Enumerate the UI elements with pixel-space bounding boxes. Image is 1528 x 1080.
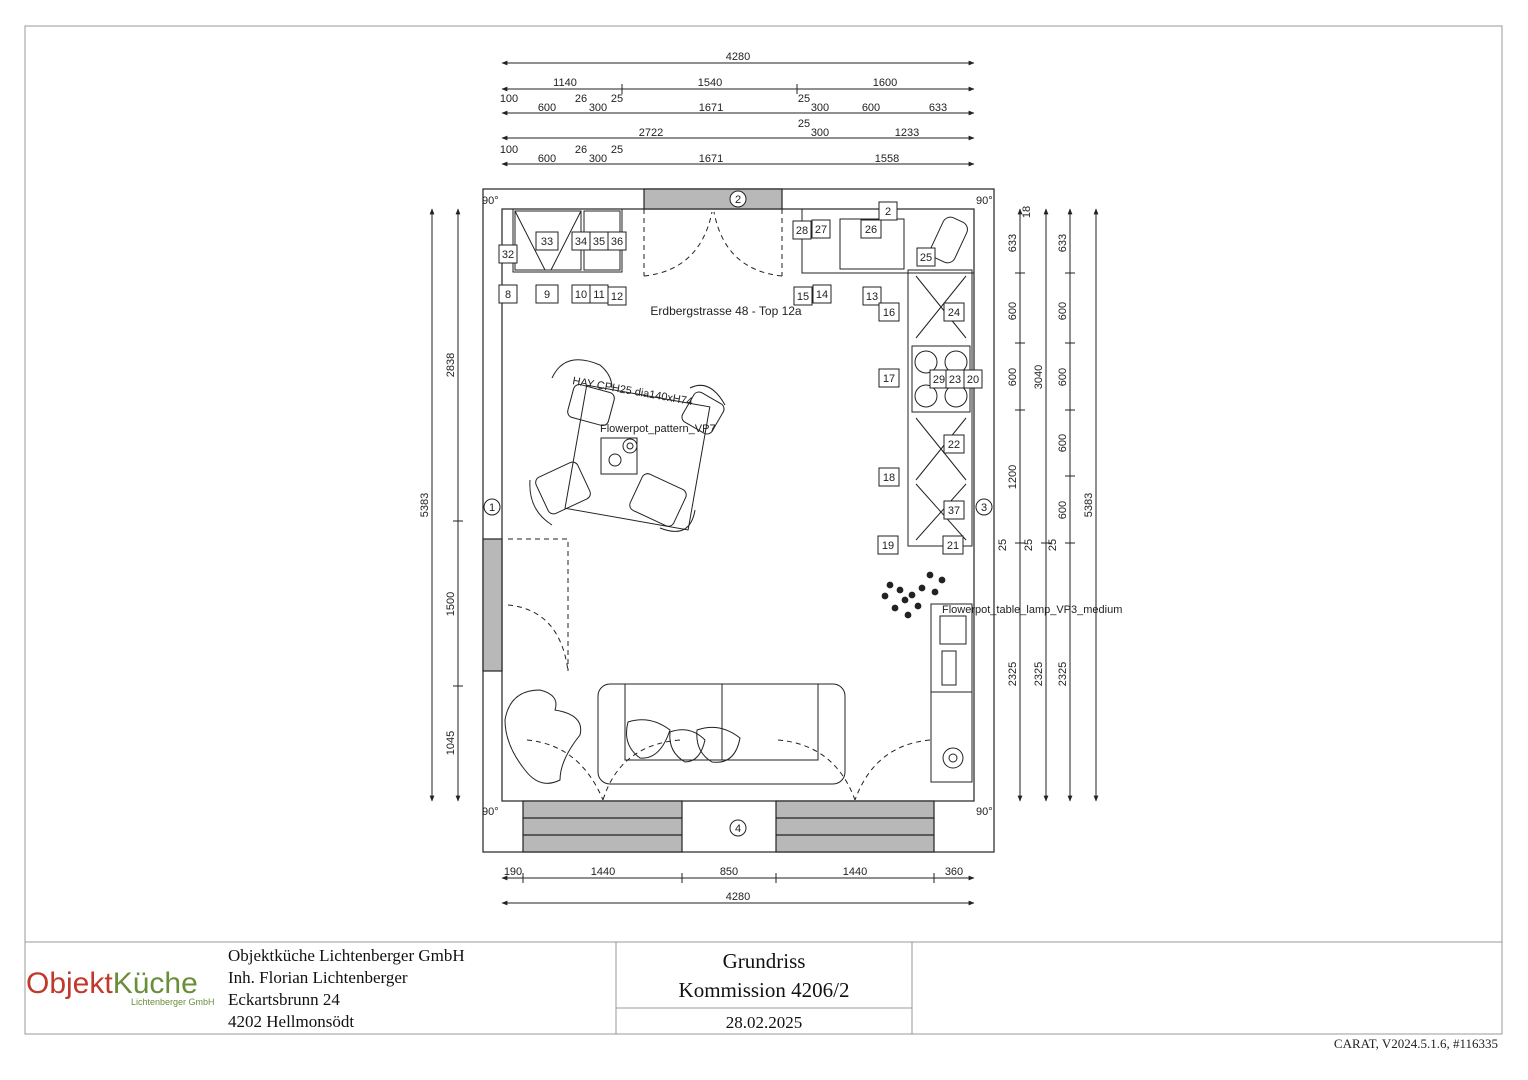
svg-text:15: 15 (796, 291, 810, 303)
svg-text:850: 850 (719, 866, 739, 878)
sofa (598, 684, 845, 784)
item-box (794, 287, 812, 305)
angle-labels (482, 195, 993, 818)
svg-text:13: 13 (865, 291, 879, 303)
svg-text:90°: 90° (482, 195, 499, 207)
svg-text:19: 19 (881, 540, 895, 552)
svg-text:3: 3 (980, 502, 988, 514)
dim-top2-100: 100 (499, 93, 519, 105)
item-box (590, 232, 608, 250)
svg-text:1: 1 (488, 502, 496, 514)
item-box (861, 220, 881, 238)
item-box (879, 303, 899, 321)
plant-right (882, 572, 945, 618)
svg-text:Objektküche Lichtenberger GmbH: Objektküche Lichtenberger GmbH (228, 946, 465, 965)
item-box (944, 435, 964, 453)
dim-top4-1558: 1558 (874, 153, 900, 165)
company-logo (26, 967, 215, 1007)
title-block (25, 942, 1502, 1034)
item-box (964, 370, 982, 388)
item-box (499, 245, 517, 263)
dim-top2-633: 633 (928, 102, 948, 114)
svg-text:25: 25 (919, 252, 933, 264)
svg-text:18: 18 (882, 472, 896, 484)
svg-text:190: 190 (503, 866, 523, 878)
svg-text:633: 633 (1007, 233, 1019, 253)
dim-top2-26: 26 (574, 93, 588, 105)
dim-top2-600: 600 (537, 102, 557, 114)
item-box (499, 285, 517, 303)
dim-top4-1671: 1671 (698, 153, 724, 165)
company-address (228, 946, 465, 1031)
dim-top3-300: 300 (810, 127, 830, 139)
svg-text:18: 18 (1021, 205, 1033, 219)
item-box (879, 468, 899, 486)
dim-top3-25: 25 (797, 118, 811, 130)
item-box (536, 232, 558, 250)
item-box (879, 202, 897, 220)
window-bottom-left (523, 801, 682, 852)
item-box (590, 285, 608, 303)
svg-text:ObjektKüche: ObjektKüche (26, 967, 198, 1000)
dim-top2-600b: 600 (861, 102, 881, 114)
svg-text:4280: 4280 (725, 891, 751, 903)
svg-text:3040: 3040 (1033, 364, 1045, 390)
wall-markers (484, 191, 992, 836)
svg-text:1440: 1440 (590, 866, 616, 878)
svg-text:32: 32 (501, 249, 515, 261)
dim-top2-300: 300 (588, 102, 608, 114)
item-box (879, 369, 899, 387)
dim-top-total: 4280 (725, 51, 751, 63)
item-box (608, 232, 626, 250)
item-box (812, 220, 830, 238)
sheet-border (25, 26, 1502, 1034)
svg-text:4202 Hellmonsödt: 4202 Hellmonsödt (228, 1012, 355, 1031)
dim-top3-2722: 2722 (638, 127, 664, 139)
cushion-icon (627, 720, 671, 758)
svg-text:1500: 1500 (445, 591, 457, 617)
svg-text:Inh. Florian Lichtenberger: Inh. Florian Lichtenberger (228, 968, 408, 987)
item-box (536, 285, 558, 303)
svg-text:1200: 1200 (1007, 464, 1019, 490)
dim-top2-1671: 1671 (698, 102, 724, 114)
top-dimensions (500, 51, 974, 165)
svg-text:2325: 2325 (1007, 661, 1019, 687)
item-box (813, 285, 831, 303)
item-box (608, 287, 626, 305)
svg-text:25: 25 (997, 538, 1009, 552)
svg-text:2325: 2325 (1057, 661, 1069, 687)
item-box (917, 248, 935, 266)
svg-text:2: 2 (884, 206, 892, 218)
svg-text:2838: 2838 (445, 352, 457, 378)
svg-text:25: 25 (1023, 538, 1035, 552)
svg-text:Lichtenberger GmbH: Lichtenberger GmbH (131, 997, 215, 1007)
item-box (572, 285, 590, 303)
svg-text:600: 600 (1057, 500, 1069, 520)
window-top (644, 189, 782, 209)
dim-top2-300b: 300 (810, 102, 830, 114)
item-box (863, 287, 881, 305)
drawing-title: Grundriss (722, 949, 806, 973)
item-box (946, 370, 964, 388)
plant-left (505, 690, 581, 783)
window-bottom-right (776, 801, 934, 852)
dim-top4-100: 100 (499, 144, 519, 156)
drawing-subtitle: Kommission 4206/2 (678, 978, 850, 1002)
drawing-date: 28.02.2025 (725, 1013, 803, 1032)
svg-text:16: 16 (882, 307, 896, 319)
svg-text:360: 360 (944, 866, 964, 878)
item-box (943, 536, 963, 554)
svg-text:90°: 90° (482, 806, 499, 818)
svg-text:28: 28 (795, 225, 809, 237)
lamp-label: Flowerpot_table_lamp_VP3_medium (942, 604, 1123, 616)
svg-text:1045: 1045 (445, 730, 457, 756)
room-walls (483, 189, 994, 852)
svg-text:90°: 90° (976, 195, 993, 207)
door-left-frame (483, 539, 502, 671)
svg-text:34: 34 (574, 236, 588, 248)
dim-top4-25: 25 (610, 144, 624, 156)
svg-text:9: 9 (543, 289, 551, 301)
svg-text:633: 633 (1057, 233, 1069, 253)
svg-text:37: 37 (947, 505, 961, 517)
svg-text:8: 8 (504, 289, 512, 301)
svg-text:22: 22 (947, 439, 961, 451)
svg-text:17: 17 (882, 373, 896, 385)
svg-text:1440: 1440 (842, 866, 868, 878)
dim-top4-600: 600 (537, 153, 557, 165)
svg-text:21: 21 (946, 540, 960, 552)
item-box (944, 303, 964, 321)
svg-text:5383: 5383 (419, 492, 431, 518)
item-labels (499, 202, 982, 554)
svg-text:14: 14 (815, 289, 829, 301)
svg-text:33: 33 (540, 236, 554, 248)
svg-text:2325: 2325 (1033, 661, 1045, 687)
dim-top-1540: 1540 (697, 77, 723, 89)
item-box (944, 501, 964, 519)
svg-text:600: 600 (1057, 367, 1069, 387)
dim-top-1140: 1140 (553, 77, 577, 89)
svg-text:20: 20 (966, 374, 980, 386)
svg-text:12: 12 (610, 291, 624, 303)
svg-text:10: 10 (574, 289, 588, 301)
svg-text:29: 29 (932, 374, 946, 386)
svg-text:35: 35 (592, 236, 606, 248)
svg-text:23: 23 (948, 374, 962, 386)
flowerpot-label: Flowerpot_pattern_VP7 (600, 423, 716, 435)
software-footer: CARAT, V2024.5.1.6, #116335 (1333, 1036, 1498, 1051)
svg-text:25: 25 (1047, 538, 1059, 552)
svg-text:24: 24 (947, 307, 961, 319)
dim-top2-25b: 25 (797, 93, 811, 105)
svg-text:36: 36 (610, 236, 624, 248)
item-box (793, 221, 811, 239)
table-label: HAY CPH25 dia140xH74 (571, 375, 694, 409)
dim-top4-300: 300 (588, 153, 608, 165)
dim-top2-25: 25 (610, 93, 624, 105)
item-box (572, 232, 590, 250)
svg-text:26: 26 (864, 224, 878, 236)
cushion-icon (670, 730, 705, 762)
svg-text:90°: 90° (976, 806, 993, 818)
dim-top-1600: 1600 (872, 77, 898, 89)
svg-text:600: 600 (1057, 301, 1069, 321)
dim-top3-1233: 1233 (894, 127, 920, 139)
svg-text:11: 11 (593, 289, 605, 301)
svg-text:600: 600 (1057, 433, 1069, 453)
svg-text:Eckartsbrunn 24: Eckartsbrunn 24 (228, 990, 340, 1009)
bottom-dimensions (502, 866, 974, 903)
svg-text:2: 2 (734, 194, 742, 206)
svg-text:27: 27 (814, 224, 828, 236)
item-box (878, 536, 898, 554)
svg-text:4: 4 (734, 823, 742, 835)
svg-text:600: 600 (1007, 301, 1019, 321)
location-label: Erdbergstrasse 48 - Top 12a (650, 304, 802, 318)
sideboard-right (931, 604, 972, 782)
svg-text:5383: 5383 (1083, 492, 1095, 518)
svg-text:600: 600 (1007, 367, 1019, 387)
dim-top4-26: 26 (574, 144, 588, 156)
right-dimensions (997, 206, 1096, 801)
item-box (930, 370, 948, 388)
left-dimensions (419, 209, 463, 801)
